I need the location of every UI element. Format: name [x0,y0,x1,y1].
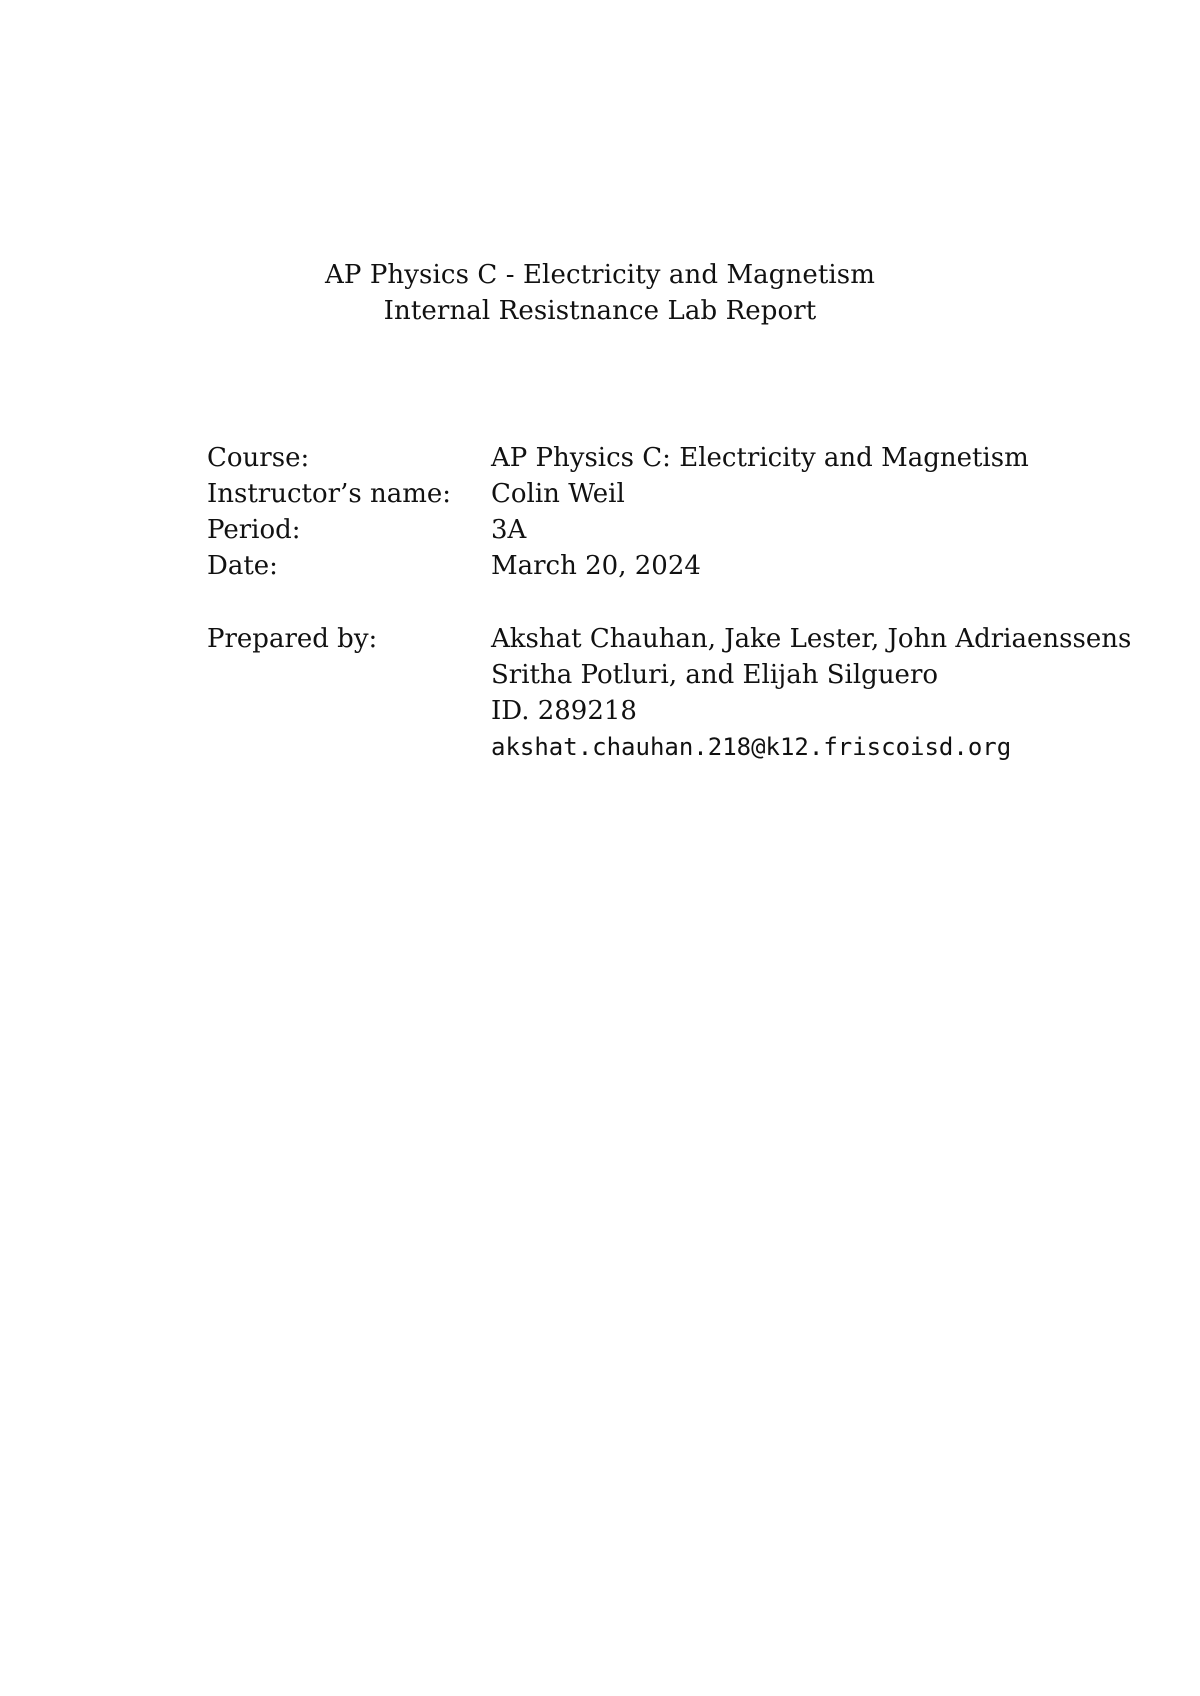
course-row [207,440,1131,476]
period-row [207,512,1131,548]
row-spacer [207,584,1131,621]
authors-line-2: Sritha Potluri, and Elijah Silguero [491,660,939,690]
report-title: Internal Resistnance Lab Report [383,296,817,326]
authors-line-1: Akshat Chauhan, Jake Lester, John Adriaenssens [491,624,1132,654]
period-value: 3A [491,515,527,545]
info-table [207,440,1131,765]
course-label: Course: [207,443,310,473]
student-id: ID. 289218 [491,696,637,726]
prepared-by-values [491,621,1131,765]
title-block [0,257,1200,329]
instructor-row [207,476,1131,512]
date-value: March 20, 2024 [491,551,701,581]
email-address: akshat.chauhan.218@k12.friscoisd.org [491,733,1012,761]
instructor-label: Instructor’s name: [207,479,451,509]
prepared-by-row [207,621,1131,765]
course-value: AP Physics C: Electricity and Magnetism [491,443,1029,473]
period-label: Period: [207,515,301,545]
date-label: Date: [207,551,278,581]
report-course-title: AP Physics C - Electricity and Magnetism [324,260,876,290]
prepared-by-label: Prepared by: [207,624,378,654]
instructor-value: Colin Weil [491,479,625,509]
date-row [207,548,1131,584]
